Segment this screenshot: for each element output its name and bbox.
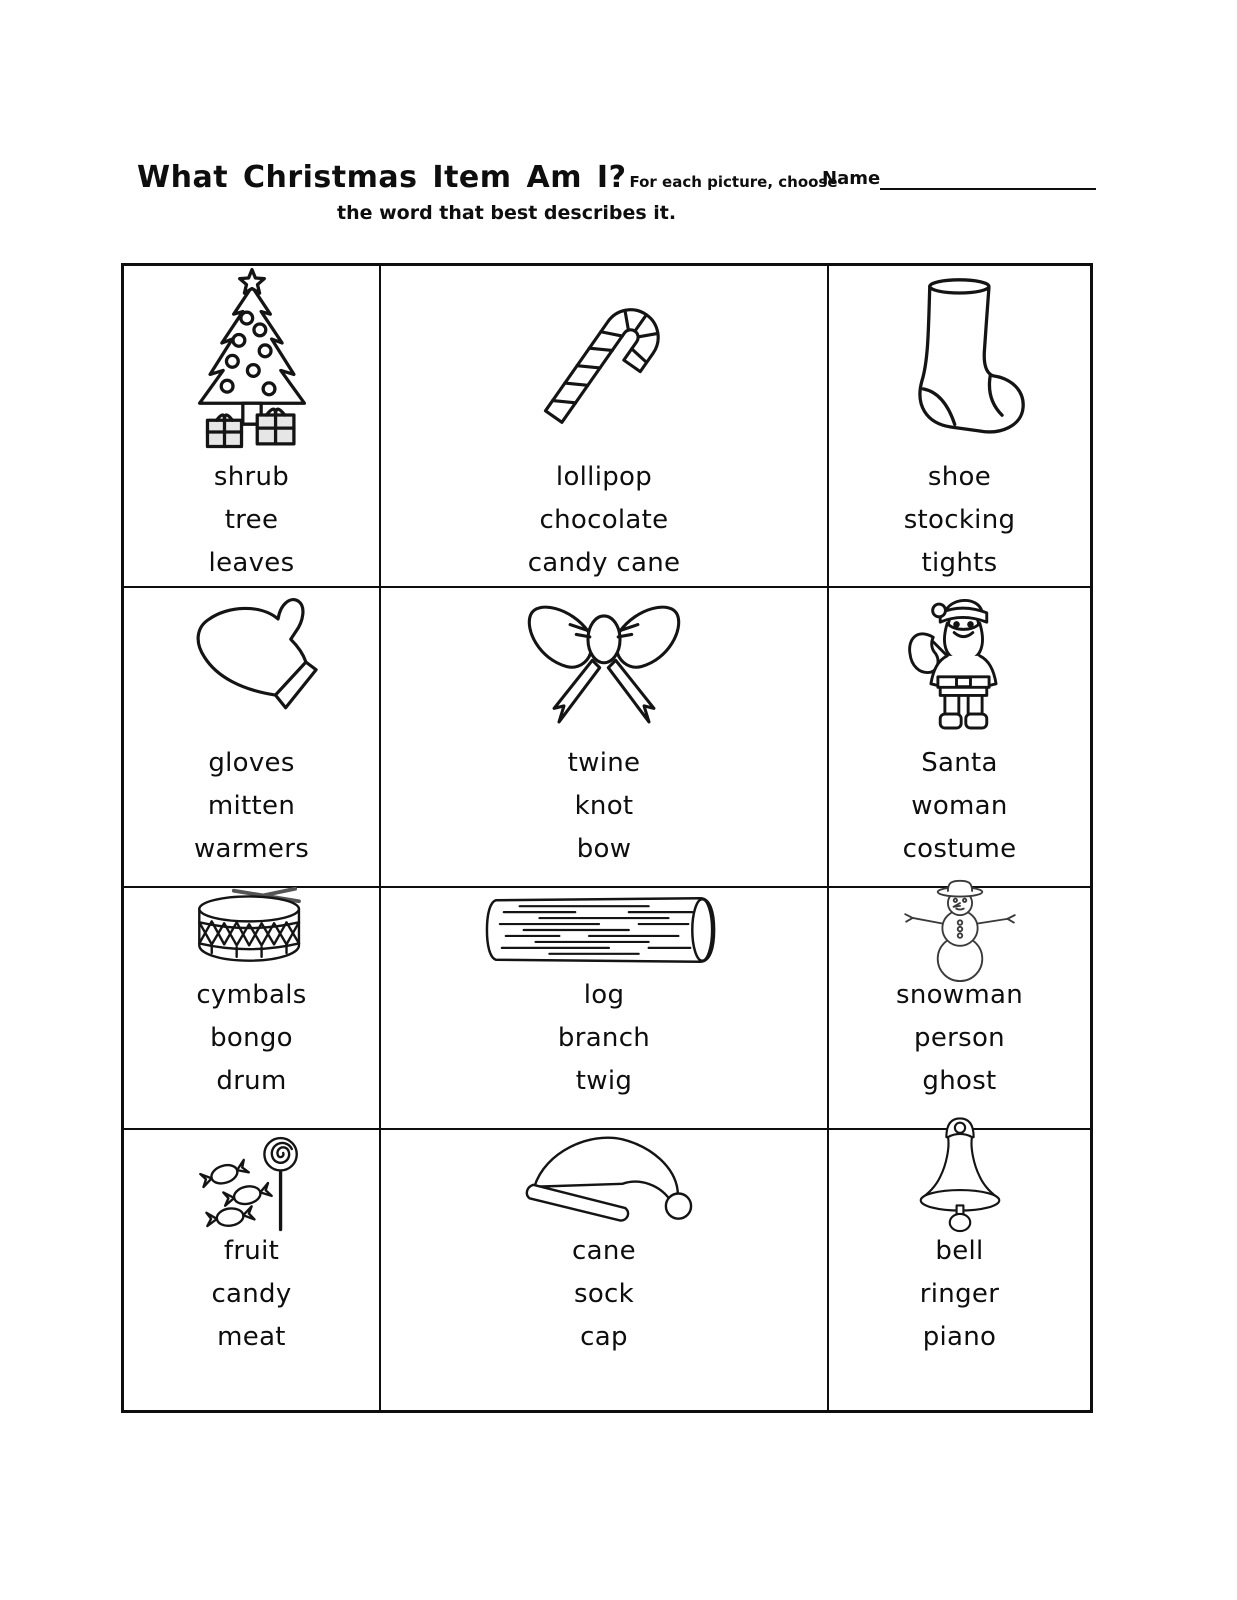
option-stocking[interactable]: stocking (903, 505, 1016, 535)
grid-cell-santa (829, 588, 1090, 888)
instructions-line1: For each picture, choose (629, 173, 838, 191)
option-sock[interactable]: sock (573, 1279, 634, 1309)
option-warmers[interactable]: warmers (193, 834, 310, 864)
grid-cell-candy (124, 1130, 381, 1410)
grid-cell-log (381, 888, 829, 1130)
option-woman[interactable]: woman (911, 791, 1008, 821)
grid-cell-bell (829, 1130, 1090, 1410)
option-shoe[interactable]: shoe (927, 462, 992, 492)
option-twine[interactable]: twine (567, 748, 641, 778)
instructions-line2: the word that best describes it. (337, 202, 677, 224)
word-options (903, 742, 1017, 871)
grid-cell-snowman (829, 888, 1090, 1130)
grid-cell-drum (124, 888, 381, 1130)
word-options (904, 456, 1016, 585)
candy-icon (190, 1130, 314, 1228)
worksheet-header (137, 160, 837, 224)
word-options (896, 974, 1023, 1103)
option-knot[interactable]: knot (574, 791, 634, 821)
grid-cell-stocking (829, 266, 1090, 588)
option-costume[interactable]: costume (902, 834, 1017, 864)
drum-icon (177, 888, 327, 972)
option-shrub[interactable]: shrub (213, 462, 290, 492)
mitten-icon (166, 588, 338, 740)
log-icon (480, 888, 728, 972)
name-field (822, 168, 1096, 190)
option-candy-cane[interactable]: candy cane (527, 548, 681, 578)
option-bow[interactable]: bow (576, 834, 632, 864)
option-leaves[interactable]: leaves (208, 548, 295, 578)
option-gloves[interactable]: gloves (208, 748, 295, 778)
snowman-icon (881, 888, 1039, 972)
page-title: What Christmas Item Am I? (137, 160, 627, 195)
grid-cell-candy-cane (381, 266, 829, 588)
name-label: Name (822, 168, 881, 189)
word-options (558, 974, 650, 1103)
grid-cell-christmas-tree (124, 266, 381, 588)
word-options (528, 456, 681, 585)
option-ghost[interactable]: ghost (922, 1066, 997, 1096)
word-options (196, 974, 306, 1103)
option-branch[interactable]: branch (557, 1023, 651, 1053)
word-options (194, 742, 309, 871)
santa-icon (896, 588, 1024, 740)
option-meat[interactable]: meat (217, 1322, 286, 1352)
word-options (211, 1230, 291, 1359)
christmas-tree-icon (166, 266, 338, 454)
word-options (209, 456, 295, 585)
option-bell[interactable]: bell (935, 1236, 984, 1266)
option-fruit[interactable]: fruit (223, 1236, 280, 1266)
option-santa[interactable]: Santa (921, 748, 998, 778)
option-bongo[interactable]: bongo (210, 1023, 293, 1053)
option-person[interactable]: person (914, 1023, 1005, 1053)
option-piano[interactable]: piano (922, 1322, 997, 1352)
option-cap[interactable]: cap (580, 1322, 628, 1352)
worksheet-grid (121, 263, 1093, 1413)
option-tights[interactable]: tights (921, 548, 998, 578)
option-cymbals[interactable]: cymbals (196, 980, 307, 1010)
option-cane[interactable]: cane (572, 1236, 636, 1266)
option-twig[interactable]: twig (575, 1066, 633, 1096)
option-ringer[interactable]: ringer (919, 1279, 1000, 1309)
bell-icon (897, 1130, 1023, 1228)
stocking-icon (886, 266, 1034, 454)
name-input-line[interactable] (880, 169, 1096, 190)
bow-icon (502, 588, 706, 740)
option-mitten[interactable]: mitten (207, 791, 296, 821)
grid-cell-santa-hat (381, 1130, 829, 1410)
word-options (920, 1230, 999, 1359)
word-options (568, 742, 641, 871)
word-options (572, 1230, 636, 1359)
option-candy[interactable]: candy (211, 1279, 292, 1309)
option-log[interactable]: log (583, 980, 625, 1010)
option-snowman[interactable]: snowman (895, 980, 1024, 1010)
grid-cell-bow (381, 588, 829, 888)
grid-cell-mitten (124, 588, 381, 888)
option-chocolate[interactable]: chocolate (539, 505, 669, 535)
option-lollipop[interactable]: lollipop (555, 462, 653, 492)
option-tree[interactable]: tree (224, 505, 279, 535)
santa-hat-icon (508, 1130, 700, 1228)
candy-cane-icon (520, 266, 688, 454)
option-drum[interactable]: drum (216, 1066, 287, 1096)
